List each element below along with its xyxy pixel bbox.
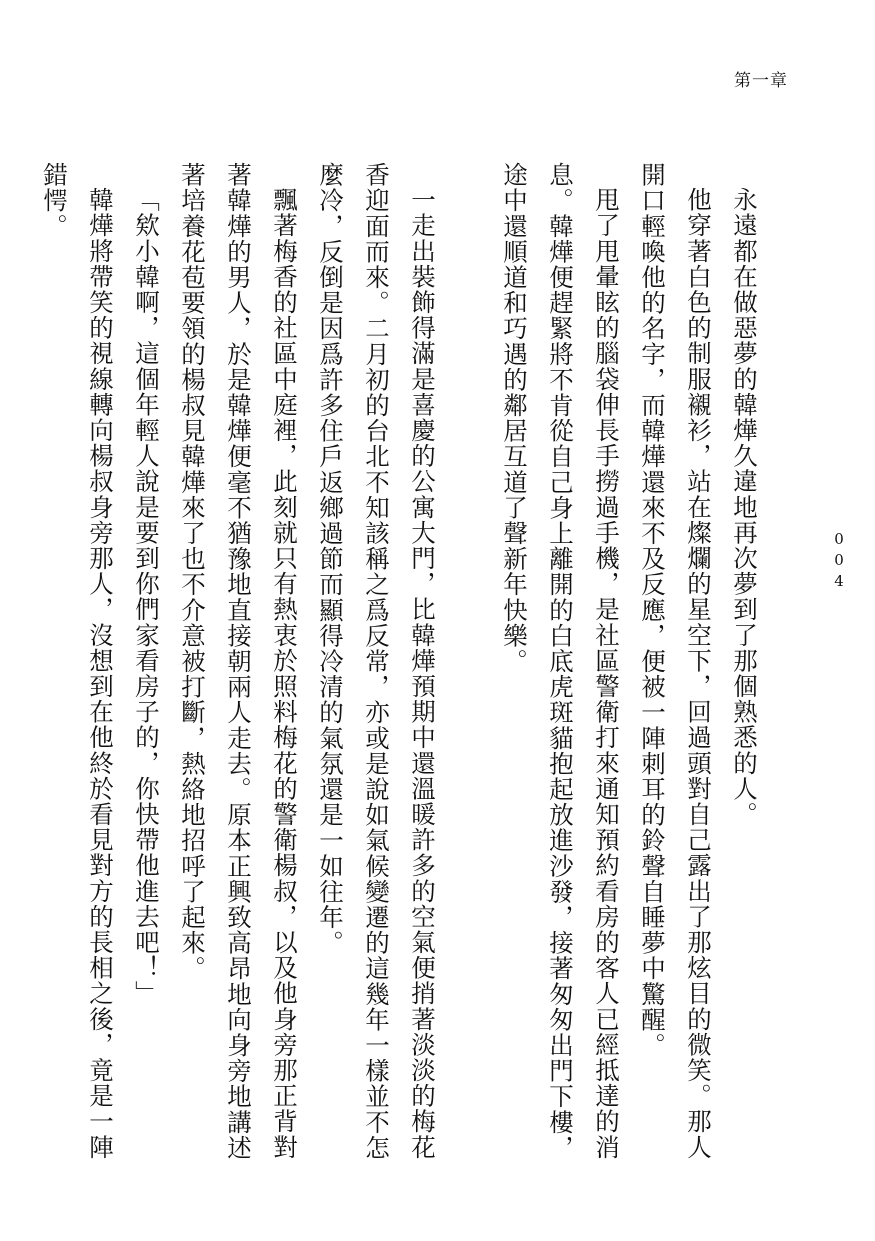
paragraph-4: 一走出裝飾得滿是喜慶的公寓大門，比韓燁預期中還溫暖許多的空氣便捎著淡淡的梅花香迎面而來。二月初的台北不知該稱之爲反常，亦或是說如氣候變遷的這幾年一樣並不怎麼冷，反倒是因爲許多住戶返鄉過節而顯得冷清的氣氛還是一如往年。: [316, 162, 437, 1161]
paragraph-5: 飄著梅香的社區中庭裡，此刻就只有熱衷於照料梅花的警衛楊叔，以及他身旁那正背對著韓燁的男人，於是韓燁便毫不猶豫地直接朝兩人走去。原本正興致高昂地向身旁地講述著培養花苞要領的楊叔見韓燁來了也不介意被打斷，熱絡地招呼了起來。: [178, 162, 299, 1161]
blank-line: [445, 162, 491, 1162]
vertical-text-body: [31, 162, 767, 1162]
page-number: 004: [830, 530, 848, 593]
chapter-header: 第一章: [734, 71, 788, 91]
paragraph-1: 永遠都在做惡夢的韓燁久違地再次夢到了那個熟悉的人。: [730, 186, 759, 827]
paragraph-7: 韓燁將帶笑的視線轉向楊叔身旁那人，沒想到在他終於看見對方的長相之後，竟是一陣錯愕。: [40, 162, 115, 1160]
paragraph-2: 他穿著白色的制服襯衫，站在燦爛的星空下，回過頭對自己露出了那炫目的微笑。那人開口輕喚他的名字，而韓燁還來不及反應，便被一陣刺耳的鈴聲自睡夢中驚醒。: [638, 162, 713, 1160]
paragraph-3: 甩了甩暈眩的腦袋伸長手撈過手機，是社區警衛打來通知預約看房的客人已經抵達的消息。韓燁便趕緊將不肯從自己身上離開的白底虎斑貓抱起放進沙發，接著匆匆出門下樓，途中還順道和巧遇的鄰居互道了聲新年快樂。: [500, 162, 621, 1161]
paragraph-6: 「欸小韓啊，這個年輕人說是要到你們家看房子的，你快帶他進去吧！」: [132, 186, 161, 1006]
